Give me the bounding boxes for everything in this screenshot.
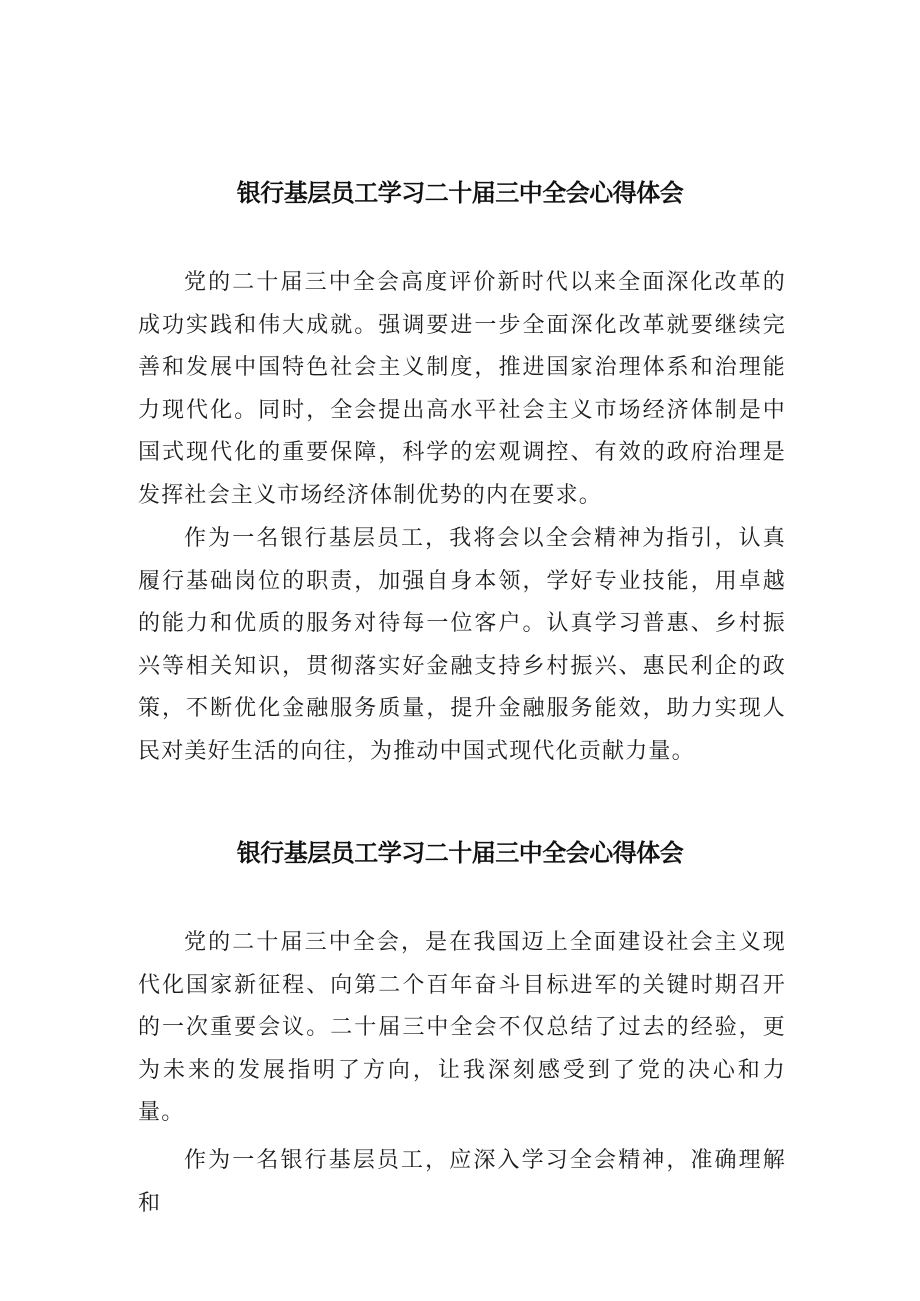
body-paragraph: 党的二十届三中全会高度评价新时代以来全面深化改革的成功实践和伟大成就。强调要进一步全面深化改革就要继续完善和发展中国特色社会主义制度，推进国家治理体系和治理能力现代化。同时，全会提出高水平社会主义市场经济体制是中国式现代化的重要保障，科学的宏观调控、有效的政府治理是发挥社会主义市场经济体制优势的内在要求。	[138, 270, 786, 508]
section-title: 银行基层员工学习二十届三中全会心得体会	[236, 179, 684, 207]
body-paragraph: 党的二十届三中全会，是在我国迈上全面建设社会主义现代化国家新征程、向第二个百年奋斗目标进军的关键时期召开的一次重要会议。二十届三中全会不仅总结了过去的经验，更为未来的发展指明了方向，让我深刻感受到了党的决心和力量。	[138, 930, 786, 1125]
body-paragraph: 作为一名银行基层员工，应深入学习全会精神，准确理解和	[138, 1148, 786, 1216]
body-paragraph: 作为一名银行基层员工，我将会以全会精神为指引，认真履行基础岗位的职责，加强自身本领，学好专业技能，用卓越的能力和优质的服务对待每一位客户。认真学习普惠、乡村振兴等相关知识，贯彻落实好金融支持乡村振兴、惠民利企的政策，不断优化金融服务质量，提升金融服务能效，助力实现人民对美好生活的向往，为推动中国式现代化贡献力量。	[138, 526, 786, 764]
section-title: 银行基层员工学习二十届三中全会心得体会	[236, 839, 684, 867]
